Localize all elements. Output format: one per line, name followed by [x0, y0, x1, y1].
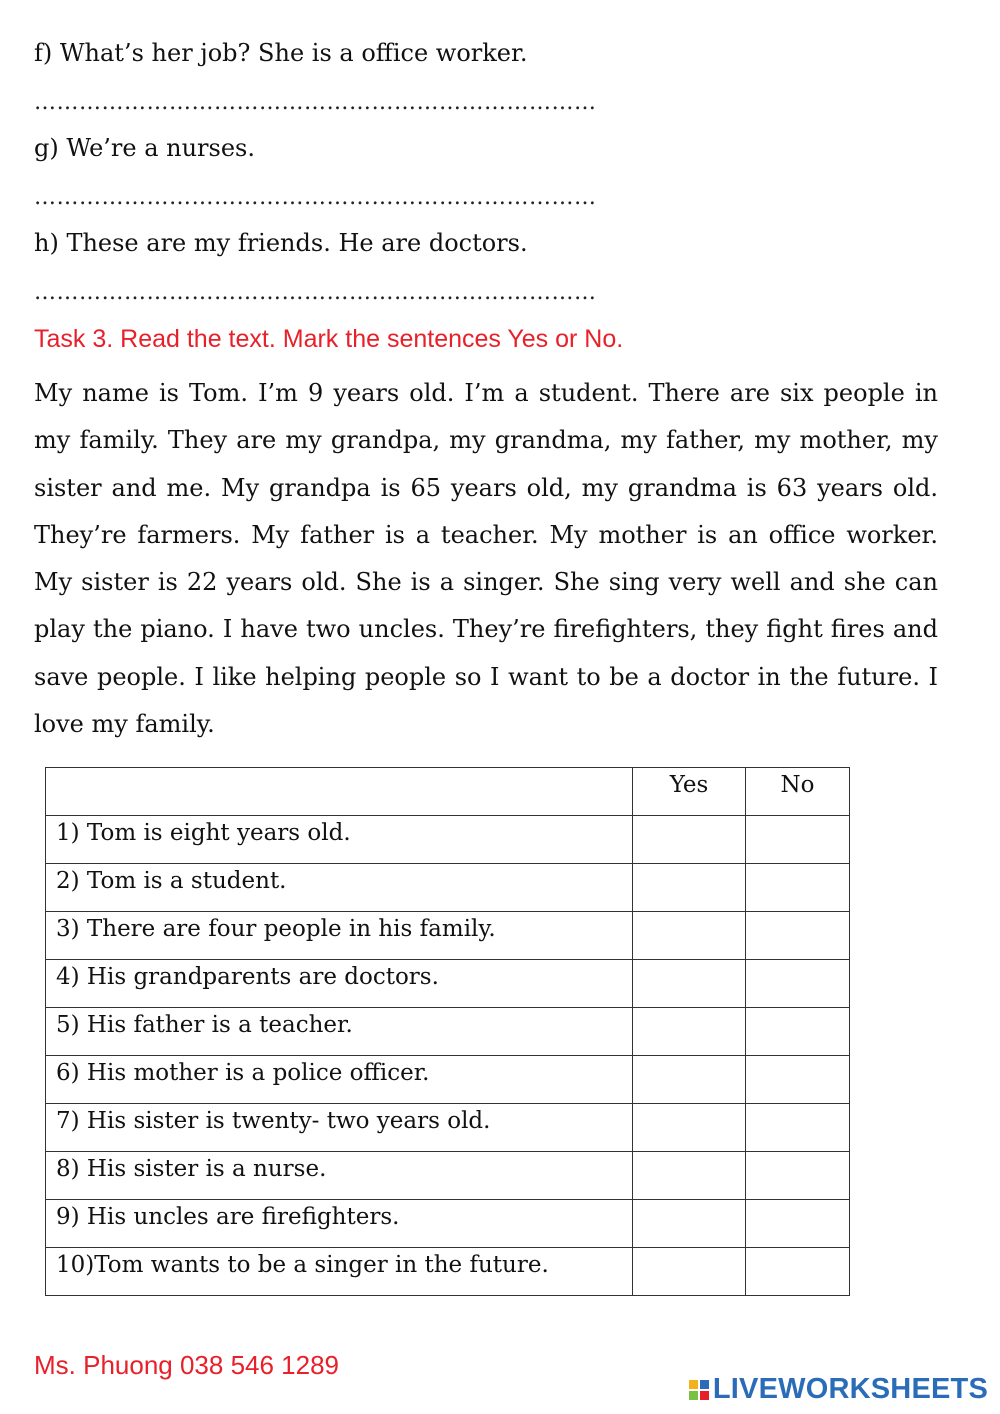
no-cell-3[interactable]: [746, 912, 850, 960]
yes-cell-1[interactable]: [633, 816, 746, 864]
yes-cell-6[interactable]: [633, 1056, 746, 1104]
table-row: [46, 1248, 850, 1296]
header-yes: Yes: [633, 768, 746, 816]
table-row: [46, 1152, 850, 1200]
header-no: No: [746, 768, 850, 816]
reading-passage: My name is Tom. I’m 9 years old. I’m a student. There are six people in my family. They are my grandpa, my grandma, my father, my mother, my sister and me. My grandpa is 65 years old, my grandma is 63 years old. They’re farmers. My father is a teacher. My mother is an office worker. My sister is 22 years old. She is a singer. She sing very well and she can play the piano. I have two uncles. They’re firefighters, they fight fires and save people. I like helping people so I want to be a doctor in the future. I love my family.: [34, 379, 938, 739]
exercise-g-sentence: g) We’re a nurses.: [34, 134, 255, 162]
statement-10: 10)Tom wants to be a singer in the future.: [46, 1248, 633, 1296]
yes-cell-2[interactable]: [633, 864, 746, 912]
liveworksheets-grid-icon: [689, 1380, 709, 1400]
table-header-row: [46, 768, 850, 816]
statement-1: 1) Tom is eight years old.: [46, 816, 633, 864]
brand-name: LIVEWORKSHEETS: [712, 1373, 988, 1405]
yes-no-table: [45, 767, 850, 1296]
yes-cell-9[interactable]: [633, 1200, 746, 1248]
table-row: [46, 960, 850, 1008]
table-row: [46, 864, 850, 912]
no-cell-1[interactable]: [746, 816, 850, 864]
author-contact: Ms. Phuong 038 546 1289: [34, 1350, 340, 1380]
liveworksheets-logo: [689, 1373, 988, 1406]
statement-2: 2) Tom is a student.: [46, 864, 633, 912]
yes-cell-8[interactable]: [633, 1152, 746, 1200]
header-statement: [46, 768, 633, 816]
no-cell-5[interactable]: [746, 1008, 850, 1056]
exercise-f-answer-line[interactable]: …………………………………………………………………: [34, 90, 597, 115]
table-row: [46, 816, 850, 864]
table-row: [46, 1104, 850, 1152]
statement-7: 7) His sister is twenty- two years old.: [46, 1104, 633, 1152]
exercise-h-answer-line[interactable]: …………………………………………………………………: [34, 280, 597, 305]
statement-6: 6) His mother is a police officer.: [46, 1056, 633, 1104]
statement-5: 5) His father is a teacher.: [46, 1008, 633, 1056]
yes-cell-4[interactable]: [633, 960, 746, 1008]
no-cell-9[interactable]: [746, 1200, 850, 1248]
no-cell-7[interactable]: [746, 1104, 850, 1152]
exercise-h-sentence: h) These are my friends. He are doctors.: [34, 229, 528, 257]
no-cell-8[interactable]: [746, 1152, 850, 1200]
no-cell-4[interactable]: [746, 960, 850, 1008]
yes-cell-5[interactable]: [633, 1008, 746, 1056]
table-row: [46, 912, 850, 960]
table-row: [46, 1200, 850, 1248]
exercise-g-answer-line[interactable]: …………………………………………………………………: [34, 185, 597, 210]
no-cell-10[interactable]: [746, 1248, 850, 1296]
exercise-f-sentence: f) What’s her job? She is a office worker.: [34, 39, 528, 67]
statement-8: 8) His sister is a nurse.: [46, 1152, 633, 1200]
task3-title: Task 3. Read the text. Mark the sentences Yes or No.: [34, 325, 624, 353]
statement-3: 3) There are four people in his family.: [46, 912, 633, 960]
yes-cell-10[interactable]: [633, 1248, 746, 1296]
statement-4: 4) His grandparents are doctors.: [46, 960, 633, 1008]
yes-cell-3[interactable]: [633, 912, 746, 960]
table-row: [46, 1008, 850, 1056]
no-cell-2[interactable]: [746, 864, 850, 912]
table-row: [46, 1056, 850, 1104]
no-cell-6[interactable]: [746, 1056, 850, 1104]
statement-9: 9) His uncles are firefighters.: [46, 1200, 633, 1248]
yes-cell-7[interactable]: [633, 1104, 746, 1152]
